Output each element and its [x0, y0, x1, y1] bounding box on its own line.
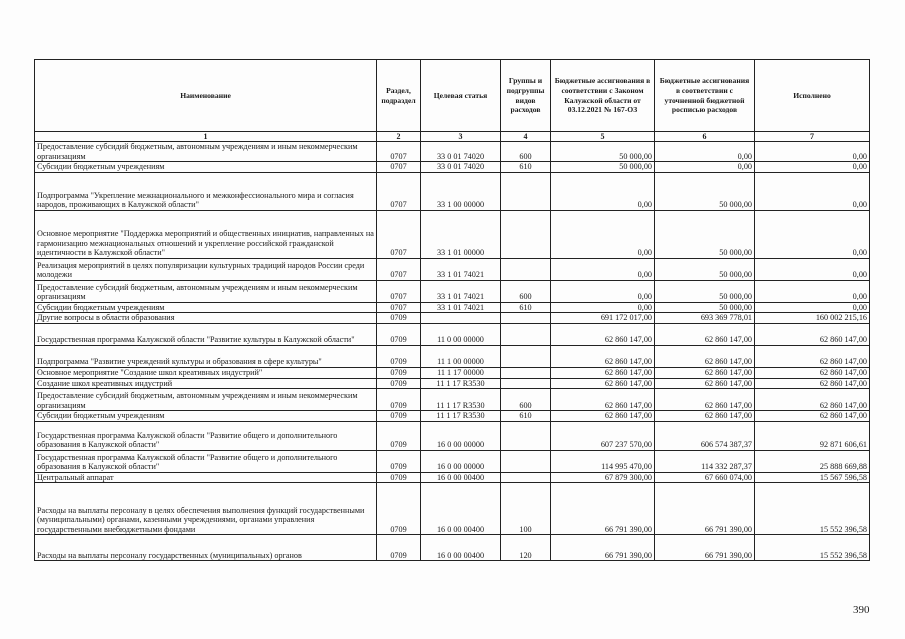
row-law: 67 879 300,00: [551, 472, 655, 483]
row-group: [501, 421, 551, 450]
column-number: 3: [421, 132, 501, 142]
column-number: 4: [501, 132, 551, 142]
row-group: [501, 367, 551, 378]
table-row: [35, 280, 870, 302]
row-target: 33 0 01 74020: [421, 142, 501, 162]
row-group: [501, 450, 551, 472]
row-done: 0,00: [755, 142, 870, 162]
column-number: 7: [755, 132, 870, 142]
row-section: 0709: [377, 345, 421, 367]
header-refined: Бюджетные ассигнования в соответствии с уточненной бюджетной росписью расходов: [655, 60, 755, 132]
row-done: 15 567 596,58: [755, 472, 870, 483]
row-target: 33 1 01 74021: [421, 302, 501, 313]
table-row: [35, 313, 870, 324]
row-done: 92 871 606,61: [755, 421, 870, 450]
row-section: 0709: [377, 483, 421, 535]
row-target: 11 1 00 00000: [421, 345, 501, 367]
row-refined: 114 332 287,37: [655, 450, 755, 472]
column-number: 1: [35, 132, 377, 142]
row-name: Основное мероприятие "Создание школ креативных индустрий": [35, 367, 377, 378]
row-target: 33 0 01 74020: [421, 162, 501, 173]
row-section: 0707: [377, 162, 421, 173]
row-law: 607 237 570,00: [551, 421, 655, 450]
row-done: 0,00: [755, 162, 870, 173]
header-done: Исполнено: [755, 60, 870, 132]
row-name: Предоставление субсидий бюджетным, автономным учреждениям и иным некоммерческим организациям: [35, 389, 377, 411]
budget-table: [34, 59, 870, 561]
row-refined: 62 860 147,00: [655, 389, 755, 411]
row-group: [501, 323, 551, 345]
header-target: Целевая статья: [421, 60, 501, 132]
row-name: Создание школ креативных индустрий: [35, 378, 377, 389]
header-name: Наименование: [35, 60, 377, 132]
row-section: 0709: [377, 421, 421, 450]
row-law: 114 995 470,00: [551, 450, 655, 472]
row-done: 62 860 147,00: [755, 378, 870, 389]
row-target: 11 1 17 R3530: [421, 378, 501, 389]
row-law: 62 860 147,00: [551, 411, 655, 422]
row-group: 610: [501, 302, 551, 313]
header-section: Раздел, подраздел: [377, 60, 421, 132]
row-group: [501, 378, 551, 389]
table-row: [35, 483, 870, 535]
row-done: 0,00: [755, 258, 870, 280]
row-group: [501, 210, 551, 258]
row-done: 62 860 147,00: [755, 411, 870, 422]
table-row: [35, 411, 870, 422]
row-law: 62 860 147,00: [551, 378, 655, 389]
row-target: 33 1 01 74021: [421, 258, 501, 280]
column-number: 6: [655, 132, 755, 142]
table-row: [35, 367, 870, 378]
row-group: 610: [501, 162, 551, 173]
row-refined: 67 660 074,00: [655, 472, 755, 483]
row-section: 0709: [377, 535, 421, 561]
row-done: 62 860 147,00: [755, 367, 870, 378]
row-law: 62 860 147,00: [551, 323, 655, 345]
row-refined: 50 000,00: [655, 210, 755, 258]
row-section: 0709: [377, 313, 421, 324]
row-law: 0,00: [551, 172, 655, 210]
row-done: 25 888 669,88: [755, 450, 870, 472]
row-name: Государственная программа Калужской области "Развитие культуры в Калужской области": [35, 323, 377, 345]
row-group: 600: [501, 389, 551, 411]
row-section: 0707: [377, 142, 421, 162]
row-name: Другие вопросы в области образования: [35, 313, 377, 324]
row-done: 15 552 396,58: [755, 483, 870, 535]
row-group: [501, 172, 551, 210]
row-done: 160 002 215,16: [755, 313, 870, 324]
row-done: 62 860 147,00: [755, 389, 870, 411]
table-row: [35, 142, 870, 162]
row-law: 50 000,00: [551, 162, 655, 173]
row-target: 11 0 00 00000: [421, 323, 501, 345]
column-number: 5: [551, 132, 655, 142]
row-section: 0709: [377, 323, 421, 345]
row-name: Реализация мероприятий в целях популяризации культурных традиций народов России среди молодежи: [35, 258, 377, 280]
row-refined: 62 860 147,00: [655, 367, 755, 378]
table-row: [35, 345, 870, 367]
table-row: [35, 535, 870, 561]
row-law: 691 172 017,00: [551, 313, 655, 324]
row-target: 33 1 01 00000: [421, 210, 501, 258]
row-name: Субсидии бюджетным учреждениям: [35, 302, 377, 313]
row-group: 100: [501, 483, 551, 535]
row-law: 62 860 147,00: [551, 389, 655, 411]
row-section: 0709: [377, 367, 421, 378]
row-law: 66 791 390,00: [551, 483, 655, 535]
table-row: [35, 172, 870, 210]
table-row: [35, 302, 870, 313]
row-name: Государственная программа Калужской области "Развитие общего и дополнительного образования в Калужской области": [35, 421, 377, 450]
table-row: [35, 323, 870, 345]
row-target: 16 0 00 00000: [421, 450, 501, 472]
row-done: 0,00: [755, 172, 870, 210]
row-name: Предоставление субсидий бюджетным, автономным учреждениям и иным некоммерческим организациям: [35, 280, 377, 302]
row-law: 0,00: [551, 280, 655, 302]
row-group: [501, 345, 551, 367]
row-target: 16 0 00 00000: [421, 421, 501, 450]
row-group: 600: [501, 142, 551, 162]
row-group: 610: [501, 411, 551, 422]
row-target: 16 0 00 00400: [421, 483, 501, 535]
row-name: Предоставление субсидий бюджетным, автономным учреждениям и иным некоммерческим организациям: [35, 142, 377, 162]
row-group: [501, 472, 551, 483]
row-name: Центральный аппарат: [35, 472, 377, 483]
row-name: Субсидии бюджетным учреждениям: [35, 162, 377, 173]
row-target: 16 0 00 00400: [421, 535, 501, 561]
row-name: Подпрограмма "Укрепление межнационального и межконфессионального мира и согласия народов, проживающих в Калужской области": [35, 172, 377, 210]
row-law: 62 860 147,00: [551, 367, 655, 378]
row-section: 0707: [377, 210, 421, 258]
table-row: [35, 450, 870, 472]
row-refined: 50 000,00: [655, 172, 755, 210]
row-refined: 66 791 390,00: [655, 483, 755, 535]
row-group: [501, 313, 551, 324]
row-refined: 66 791 390,00: [655, 535, 755, 561]
row-done: 0,00: [755, 302, 870, 313]
row-section: 0709: [377, 411, 421, 422]
row-refined: 50 000,00: [655, 302, 755, 313]
header-groups: Группы и подгруппы видов расходов: [501, 60, 551, 132]
row-section: 0707: [377, 172, 421, 210]
row-section: 0709: [377, 389, 421, 411]
table-row: [35, 472, 870, 483]
row-target: 11 1 17 R3530: [421, 389, 501, 411]
row-section: 0707: [377, 280, 421, 302]
row-law: 0,00: [551, 302, 655, 313]
row-section: 0707: [377, 302, 421, 313]
column-number: 2: [377, 132, 421, 142]
row-done: 0,00: [755, 210, 870, 258]
row-law: 0,00: [551, 258, 655, 280]
row-section: 0709: [377, 450, 421, 472]
page-number: 390: [853, 604, 870, 616]
row-refined: 62 860 147,00: [655, 411, 755, 422]
row-group: [501, 258, 551, 280]
table-row: [35, 378, 870, 389]
row-done: 62 860 147,00: [755, 323, 870, 345]
table-row: [35, 162, 870, 173]
row-law: 66 791 390,00: [551, 535, 655, 561]
row-group: 120: [501, 535, 551, 561]
row-name: Расходы на выплаты персоналу в целях обеспечения выполнения функций государственными (муниципальными) органами, казенными учреждениями, органами управления государственными внебюджетными фондами: [35, 483, 377, 535]
row-refined: 62 860 147,00: [655, 323, 755, 345]
row-law: 0,00: [551, 210, 655, 258]
row-target: [421, 313, 501, 324]
row-law: 62 860 147,00: [551, 345, 655, 367]
row-name: Расходы на выплаты персоналу государственных (муниципальных) органов: [35, 535, 377, 561]
row-target: 16 0 00 00400: [421, 472, 501, 483]
row-refined: 0,00: [655, 162, 755, 173]
header-law: Бюджетные ассигнования в соответствии с Законом Калужской области от 03.12.2021 № 167-ОЗ: [551, 60, 655, 132]
row-section: 0709: [377, 472, 421, 483]
header-row: [35, 60, 870, 132]
row-target: 33 1 00 00000: [421, 172, 501, 210]
row-refined: 62 860 147,00: [655, 345, 755, 367]
row-refined: 0,00: [655, 142, 755, 162]
row-name: Основное мероприятие "Поддержка мероприятий и общественных инициатив, направленных на гармонизацию межнациональных отношений и укрепление российской гражданской идентичности в Калужской области": [35, 210, 377, 258]
table-row: [35, 421, 870, 450]
row-target: 11 1 17 00000: [421, 367, 501, 378]
row-name: Государственная программа Калужской области "Развитие общего и дополнительного образования в Калужской области": [35, 450, 377, 472]
row-law: 50 000,00: [551, 142, 655, 162]
row-done: 0,00: [755, 280, 870, 302]
row-refined: 693 369 778,01: [655, 313, 755, 324]
row-target: 11 1 17 R3530: [421, 411, 501, 422]
table-row: [35, 389, 870, 411]
column-number-row: [35, 132, 870, 142]
table-row: [35, 258, 870, 280]
row-section: 0709: [377, 378, 421, 389]
table-row: [35, 210, 870, 258]
row-refined: 62 860 147,00: [655, 378, 755, 389]
row-target: 33 1 01 74021: [421, 280, 501, 302]
row-name: Субсидии бюджетным учреждениям: [35, 411, 377, 422]
row-done: 15 552 396,58: [755, 535, 870, 561]
row-refined: 50 000,00: [655, 258, 755, 280]
row-done: 62 860 147,00: [755, 345, 870, 367]
row-group: 600: [501, 280, 551, 302]
row-refined: 606 574 387,37: [655, 421, 755, 450]
row-refined: 50 000,00: [655, 280, 755, 302]
row-name: Подпрограмма "Развитие учреждений культуры и образования в сфере культуры": [35, 345, 377, 367]
row-section: 0707: [377, 258, 421, 280]
